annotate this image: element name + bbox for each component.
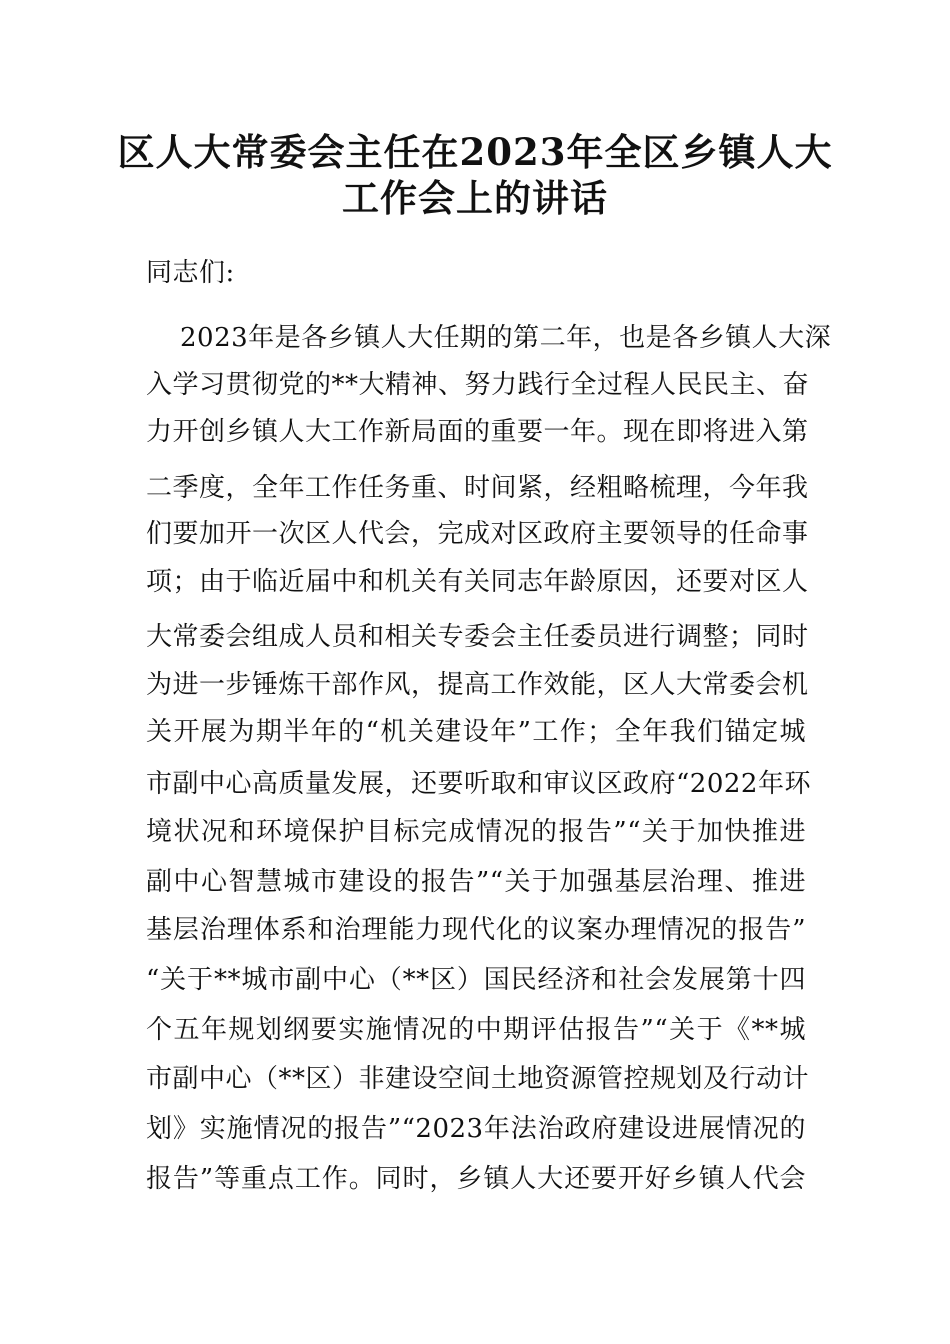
- body-line: 入学习贯彻党的**大精神、努力践行全过程人民民主、奋: [146, 370, 810, 400]
- body-line: 个五年规划纲要实施情况的中期评估报告”“关于《**城: [146, 1015, 806, 1045]
- body-line: 境状况和环境保护目标完成情况的报告”“关于加快推进: [146, 817, 806, 847]
- body-line: 大常委会组成人员和相关专委会主任委员进行调整；同时: [146, 622, 809, 652]
- document-title-line-2: 工作会上的讲话: [342, 176, 608, 220]
- document-title-line-1: 区人大常委会主任在2023年全区乡镇人大: [117, 130, 833, 174]
- body-line: 市副中心（**区）非建设空间土地资源管控规划及行动计: [146, 1064, 810, 1094]
- body-line: 二季度，全年工作任务重、时间紧，经粗略梳理，今年我: [146, 473, 809, 503]
- body-line: 项；由于临近届中和机关有关同志年龄原因，还要对区人: [146, 567, 809, 597]
- body-line: 关开展为期半年的“机关建设年”工作；全年我们锚定城: [146, 717, 806, 747]
- body-line: 2023年是各乡镇人大任期的第二年，也是各乡镇人大深: [180, 323, 832, 353]
- body-line: 市副中心高质量发展，还要听取和审议区政府“2022年环: [146, 769, 811, 799]
- body-line: 报告”等重点工作。同时，乡镇人大还要开好乡镇人代会: [146, 1164, 806, 1194]
- body-line: 为进一步锤炼干部作风，提高工作效能，区人大常委会机: [146, 670, 809, 700]
- body-line: “关于**城市副中心（**区）国民经济和社会发展第十四: [146, 965, 806, 995]
- body-line: 力开创乡镇人大工作新局面的重要一年。现在即将进入第: [146, 417, 809, 447]
- body-line: 划》实施情况的报告”“2023年法治政府建设进展情况的: [146, 1114, 806, 1144]
- salutation: 同志们:: [146, 258, 235, 288]
- body-line: 基层治理体系和治理能力现代化的议案办理情况的报告”: [146, 915, 806, 945]
- body-line: 们要加开一次区人代会，完成对区政府主要领导的任命事: [146, 519, 809, 549]
- body-line: 副中心智慧城市建设的报告”“关于加强基层治理、推进: [146, 867, 806, 897]
